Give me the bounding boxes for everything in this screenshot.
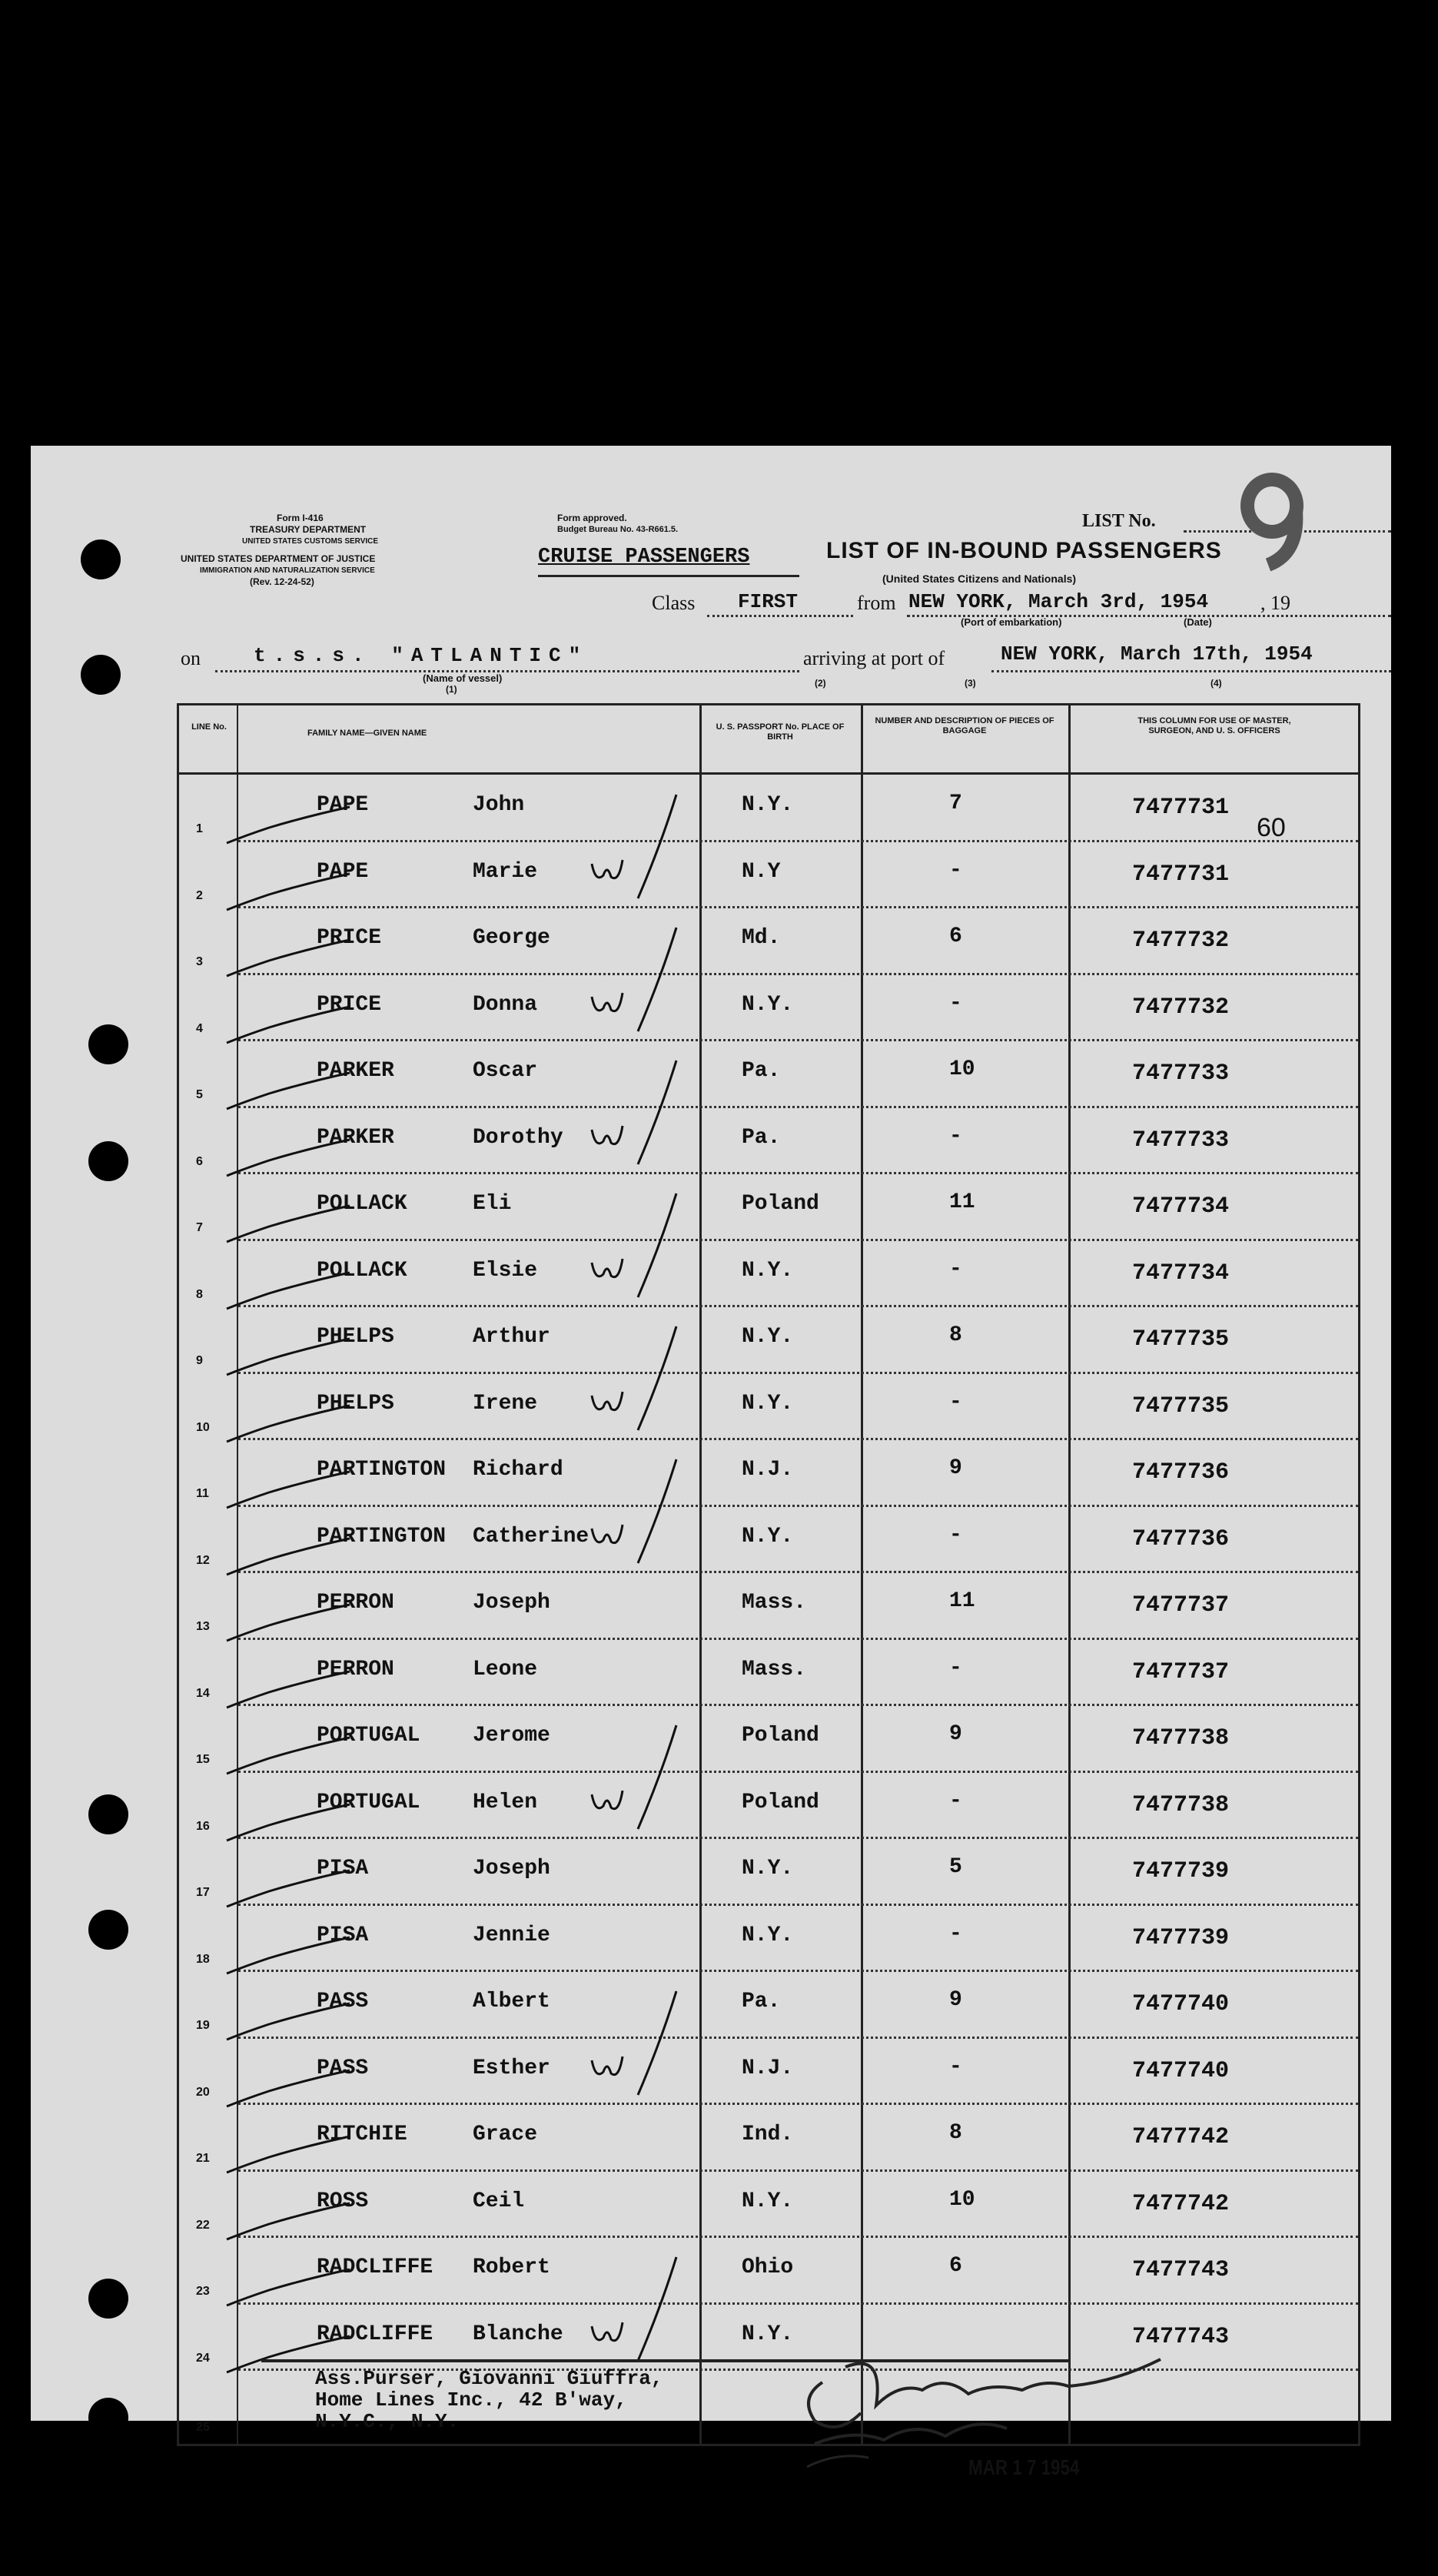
- family-name: PASS: [317, 2056, 369, 2080]
- row-separator: [238, 1106, 1358, 1108]
- header-passport: U. S. PASSPORT No. PLACE OF BIRTH: [716, 722, 845, 742]
- purser-line-2: Home Lines Inc., 42 B'way,: [315, 2388, 627, 2412]
- vessel-line: [215, 670, 799, 672]
- row-number: 2: [196, 888, 203, 902]
- col-divider-passport: [861, 703, 863, 2444]
- place-of-birth: N.Y.: [742, 1325, 794, 1349]
- row-number: 21: [196, 2152, 210, 2165]
- budget-label: Budget Bureau No. 43-R661.5.: [557, 525, 679, 534]
- row-number: 1: [196, 822, 203, 835]
- row-number: 8: [196, 1287, 203, 1301]
- list-no-line: [1184, 530, 1391, 533]
- class-label: Class: [652, 592, 696, 614]
- wife-mark: [584, 1057, 692, 1172]
- vessel-note: (Name of vessel): [423, 672, 503, 684]
- baggage-count: -: [949, 1389, 962, 1414]
- row-number: 10: [196, 1420, 210, 1434]
- baggage-count: -: [949, 2054, 962, 2079]
- place-of-birth: N.Y.: [742, 1857, 794, 1881]
- family-name: PISA: [317, 1923, 369, 1947]
- given-name: Eli: [473, 1192, 512, 1216]
- on-label: on: [181, 647, 201, 669]
- wife-mark: [584, 1456, 692, 1571]
- class-line: [707, 615, 853, 617]
- family-name: PARKER: [317, 1125, 394, 1150]
- family-name: PARTINGTON: [317, 1524, 447, 1549]
- family-name: PARTINGTON: [317, 1458, 447, 1482]
- col4-note: (4): [1211, 678, 1222, 689]
- inspector-signature: [792, 2336, 1222, 2475]
- reference-number: 7477731: [1132, 795, 1230, 821]
- reference-number: 7477742: [1132, 2124, 1230, 2150]
- header-line-no: LINE No.: [191, 722, 227, 732]
- col1-note: (1): [446, 684, 457, 695]
- place-of-birth: N.Y.: [742, 2189, 794, 2213]
- given-name: Marie: [473, 859, 538, 884]
- family-name: PISA: [317, 1857, 369, 1881]
- given-name: Robert: [473, 2256, 550, 2279]
- from-label: from: [857, 592, 896, 614]
- row-number: 25: [196, 2421, 210, 2434]
- given-name: Helen: [473, 1790, 538, 1814]
- baggage-count: 10: [949, 2187, 975, 2212]
- row-number: 12: [196, 1553, 210, 1567]
- reference-number: 7477739: [1132, 1858, 1230, 1884]
- given-name: Leone: [473, 1657, 538, 1681]
- baggage-count: 11: [949, 1589, 975, 1613]
- family-name: POLLACK: [317, 1258, 407, 1283]
- given-name: Irene: [473, 1391, 538, 1416]
- given-name: Ceil: [473, 2189, 525, 2213]
- place-of-birth: N.Y: [742, 859, 781, 884]
- family-name: PARKER: [317, 1059, 394, 1083]
- purser-line-3: N.Y.C., N.Y.: [315, 2410, 460, 2433]
- baggage-count: -: [949, 1921, 962, 1946]
- family-name: PERRON: [317, 1657, 394, 1681]
- col-divider-baggage: [1068, 703, 1071, 2444]
- family-name: PORTUGAL: [317, 1724, 420, 1748]
- wife-mark: [584, 2253, 692, 2369]
- place-of-birth: N.Y.: [742, 793, 794, 817]
- wife-mark: [584, 1190, 692, 1305]
- family-name: PRICE: [317, 926, 382, 950]
- page-subtitle: (United States Citizens and Nationals): [882, 573, 1077, 585]
- place-of-birth: Poland: [742, 1724, 819, 1748]
- punch-hole: [88, 1141, 128, 1181]
- place-of-birth: Pa.: [742, 1125, 781, 1150]
- reference-number: 7477742: [1132, 2190, 1230, 2217]
- baggage-count: 6: [949, 925, 962, 948]
- justice-label: UNITED STATES DEPARTMENT OF JUSTICE: [181, 553, 376, 564]
- row-number: 11: [196, 1487, 209, 1500]
- col-divider-name: [699, 703, 702, 2444]
- punch-hole: [88, 2398, 128, 2438]
- reference-number: 7477733: [1132, 1061, 1230, 1087]
- given-name: Albert: [473, 1990, 550, 2013]
- row-number: 5: [196, 1088, 203, 1101]
- place-of-birth: Ohio: [742, 2256, 794, 2279]
- row-separator: [238, 973, 1358, 975]
- place-of-birth: Poland: [742, 1192, 819, 1216]
- place-of-birth: Mass.: [742, 1657, 807, 1681]
- place-of-birth: Mass.: [742, 1591, 807, 1615]
- ins-label: IMMIGRATION AND NATURALIZATION SERVICE: [200, 566, 375, 575]
- table-top-border: [177, 703, 1360, 705]
- row-separator: [238, 2103, 1358, 2105]
- form-number: Form I-416: [277, 513, 324, 523]
- reference-number: 7477736: [1132, 1459, 1230, 1486]
- place-of-birth: N.Y.: [742, 1258, 794, 1283]
- given-name: Richard: [473, 1458, 563, 1482]
- from-value: NEW YORK, March 3rd, 1954: [908, 590, 1209, 613]
- punch-hole: [81, 655, 121, 695]
- family-name: POLLACK: [317, 1192, 407, 1216]
- baggage-count: 8: [949, 1323, 962, 1347]
- baggage-count: 10: [949, 1057, 975, 1081]
- table-bottom-border: [177, 2444, 1360, 2446]
- row-number: 6: [196, 1154, 203, 1168]
- row-number: 7: [196, 1221, 203, 1234]
- row-separator: [238, 1372, 1358, 1374]
- col2-note: (2): [815, 678, 826, 689]
- given-name: Joseph: [473, 1591, 550, 1615]
- table-right-border: [1358, 703, 1360, 2444]
- row-separator: [238, 1172, 1358, 1174]
- row-separator: [238, 1904, 1358, 1906]
- manifest-page: [31, 446, 1391, 2479]
- place-of-birth: N.Y.: [742, 1391, 794, 1416]
- given-name: Blanche: [473, 2322, 563, 2346]
- row-separator: [238, 1305, 1358, 1307]
- given-name: Dorothy: [473, 1125, 563, 1150]
- row-number: 20: [196, 2085, 210, 2099]
- baggage-count: 8: [949, 2121, 962, 2145]
- place-of-birth: Pa.: [742, 1990, 781, 2013]
- family-name: PAPE: [317, 793, 369, 817]
- baggage-count: 11: [949, 1190, 975, 1214]
- row-number: 22: [196, 2218, 210, 2232]
- reference-number: 7477731: [1132, 861, 1230, 888]
- family-name: PHELPS: [317, 1391, 394, 1416]
- wife-mark: [584, 791, 692, 906]
- row-number: 23: [196, 2285, 210, 2298]
- reference-number: 7477740: [1132, 2057, 1230, 2084]
- row-number: 24: [196, 2351, 210, 2365]
- family-name: RADCLIFFE: [317, 2256, 433, 2279]
- given-name: Esther: [473, 2056, 550, 2080]
- family-name: PORTUGAL: [317, 1790, 420, 1814]
- baggage-count: -: [949, 991, 962, 1015]
- baggage-count: 9: [949, 1988, 962, 2012]
- reference-number: 7477732: [1132, 928, 1230, 954]
- class-value: FIRST: [738, 590, 799, 613]
- row-separator: [238, 2302, 1358, 2305]
- reference-number: 7477732: [1132, 994, 1230, 1021]
- baggage-count: 9: [949, 1456, 962, 1480]
- baggage-count: -: [949, 1522, 962, 1547]
- given-name: Grace: [473, 2123, 538, 2146]
- baggage-count: -: [949, 1788, 962, 1813]
- place-of-birth: N.Y.: [742, 1524, 794, 1549]
- family-name: PASS: [317, 1990, 369, 2013]
- wife-mark: [584, 1323, 692, 1438]
- cruise-underline: [538, 575, 799, 577]
- given-name: John: [473, 793, 525, 817]
- place-of-birth: Pa.: [742, 1059, 781, 1083]
- vessel-name: t.s.s. "ATLANTIC": [254, 644, 589, 667]
- customs-label: UNITED STATES CUSTOMS SERVICE: [242, 537, 379, 546]
- cruise-passengers: CRUISE PASSENGERS: [538, 546, 750, 569]
- arriving-value: NEW YORK, March 17th, 1954: [1001, 642, 1313, 666]
- given-name: Arthur: [473, 1325, 550, 1349]
- wife-mark: [584, 1987, 692, 2103]
- approved-label: Form approved.: [557, 513, 627, 523]
- reference-number: 7477738: [1132, 1791, 1230, 1818]
- reference-number: 7477743: [1132, 2323, 1230, 2350]
- row-separator: [238, 1837, 1358, 1839]
- family-name: PAPE: [317, 859, 369, 884]
- header-baggage: NUMBER AND DESCRIPTION OF PIECES OF BAGGAGE: [875, 716, 1054, 735]
- reference-number: 7477737: [1132, 1592, 1230, 1618]
- wife-mark: [584, 1721, 692, 1837]
- baggage-count: -: [949, 1124, 962, 1148]
- family-name: PERRON: [317, 1591, 394, 1615]
- reference-number: 7477734: [1132, 1193, 1230, 1220]
- row-separator: [238, 2037, 1358, 2039]
- row-separator: [238, 1771, 1358, 1773]
- reference-number: 7477739: [1132, 1924, 1230, 1951]
- row-number: 4: [196, 1021, 203, 1035]
- row-separator: [238, 1571, 1358, 1573]
- given-name: Elsie: [473, 1258, 538, 1283]
- col3-note: (3): [965, 678, 976, 689]
- punch-hole: [88, 1910, 128, 1950]
- row-separator: [238, 1970, 1358, 1972]
- given-name: Jennie: [473, 1923, 550, 1947]
- page-number-nine: [1230, 469, 1322, 576]
- row-separator: [238, 1039, 1358, 1041]
- reference-number: 7477743: [1132, 2257, 1230, 2283]
- family-name: PRICE: [317, 992, 382, 1017]
- place-of-birth: N.J.: [742, 1458, 794, 1482]
- port-embarkation-note: (Port of embarkation): [961, 616, 1062, 628]
- purser-rule: [261, 2359, 1068, 2362]
- given-name: Joseph: [473, 1857, 550, 1881]
- place-of-birth: N.J.: [742, 2056, 794, 2080]
- table-left-border: [177, 703, 179, 2444]
- baggage-count: -: [949, 1655, 962, 1680]
- family-name: RITCHIE: [317, 2123, 407, 2146]
- reference-number: 7477738: [1132, 1725, 1230, 1751]
- row-separator: [238, 1638, 1358, 1640]
- reference-number: 7477737: [1132, 1658, 1230, 1685]
- treasury-label: TREASURY DEPARTMENT: [250, 524, 367, 535]
- row-number: 14: [196, 1686, 210, 1700]
- place-of-birth: Md.: [742, 926, 781, 950]
- wife-mark: [584, 924, 692, 1039]
- reference-number: 7477736: [1132, 1525, 1230, 1552]
- row-separator: [238, 1505, 1358, 1507]
- header-name: FAMILY NAME—GIVEN NAME: [307, 729, 427, 738]
- place-of-birth: N.Y.: [742, 1923, 794, 1947]
- page-title: LIST OF IN-BOUND PASSENGERS: [826, 538, 1222, 563]
- reference-number: 7477733: [1132, 1127, 1230, 1154]
- family-name: PHELPS: [317, 1325, 394, 1349]
- row-number: 9: [196, 1354, 203, 1367]
- row-separator: [238, 2169, 1358, 2172]
- reference-number: 7477740: [1132, 1991, 1230, 2017]
- baggage-count: 7: [949, 792, 962, 815]
- given-name: Oscar: [473, 1059, 538, 1083]
- date-note: (Date): [1184, 616, 1212, 628]
- punch-hole: [88, 1024, 128, 1064]
- row-number: 16: [196, 1819, 210, 1833]
- header-bottom-line: [177, 772, 1360, 775]
- punch-hole: [88, 1794, 128, 1834]
- family-name: ROSS: [317, 2189, 369, 2213]
- row-separator: [238, 906, 1358, 908]
- family-name: RADCLIFFE: [317, 2322, 433, 2346]
- row-number: 17: [196, 1886, 210, 1899]
- header-officers: THIS COLUMN FOR USE OF MASTER, SURGEON, AND U. S. OFFICERS: [1137, 716, 1291, 735]
- row-separator: [238, 840, 1358, 842]
- reference-number: 7477734: [1132, 1260, 1230, 1286]
- punch-hole: [88, 2279, 128, 2319]
- row-separator: [238, 1239, 1358, 1241]
- row-separator: [238, 1438, 1358, 1440]
- baggage-count: 6: [949, 2254, 962, 2278]
- baggage-count: -: [949, 858, 962, 882]
- reference-number: 7477735: [1132, 1393, 1230, 1419]
- place-of-birth: Ind.: [742, 2123, 794, 2146]
- arriving-line: [991, 670, 1391, 672]
- reference-number: 7477735: [1132, 1326, 1230, 1353]
- row-number: 19: [196, 2019, 210, 2032]
- row-number: 15: [196, 1753, 210, 1766]
- given-name: Donna: [473, 992, 538, 1017]
- given-name: George: [473, 926, 550, 950]
- baggage-count: -: [949, 1256, 962, 1281]
- row-number: 13: [196, 1620, 210, 1633]
- purser-line-1: Ass.Purser, Giovanni Giuffra,: [315, 2367, 663, 2390]
- baggage-count: 5: [949, 1855, 962, 1879]
- row-number: 18: [196, 1952, 210, 1966]
- place-of-birth: N.Y.: [742, 992, 794, 1017]
- row-separator: [238, 1704, 1358, 1706]
- arriving-label: arriving at port of: [803, 647, 945, 669]
- list-no-label: LIST No.: [1082, 511, 1156, 531]
- given-name: Jerome: [473, 1724, 550, 1748]
- year-suffix: , 19: [1260, 592, 1290, 614]
- baggage-count: 9: [949, 1722, 962, 1746]
- punch-hole: [81, 539, 121, 579]
- row-number: 3: [196, 955, 203, 968]
- annotation-60: 60: [1257, 813, 1286, 842]
- rev-label: (Rev. 12-24-52): [250, 576, 314, 587]
- place-of-birth: Poland: [742, 1790, 819, 1814]
- date-stamp: MAR 1 7 1954: [968, 2455, 1080, 2479]
- col-divider-line: [237, 703, 238, 2444]
- place-of-birth: N.Y.: [742, 2322, 794, 2346]
- given-name: Catherine: [473, 1524, 589, 1549]
- row-separator: [238, 2236, 1358, 2238]
